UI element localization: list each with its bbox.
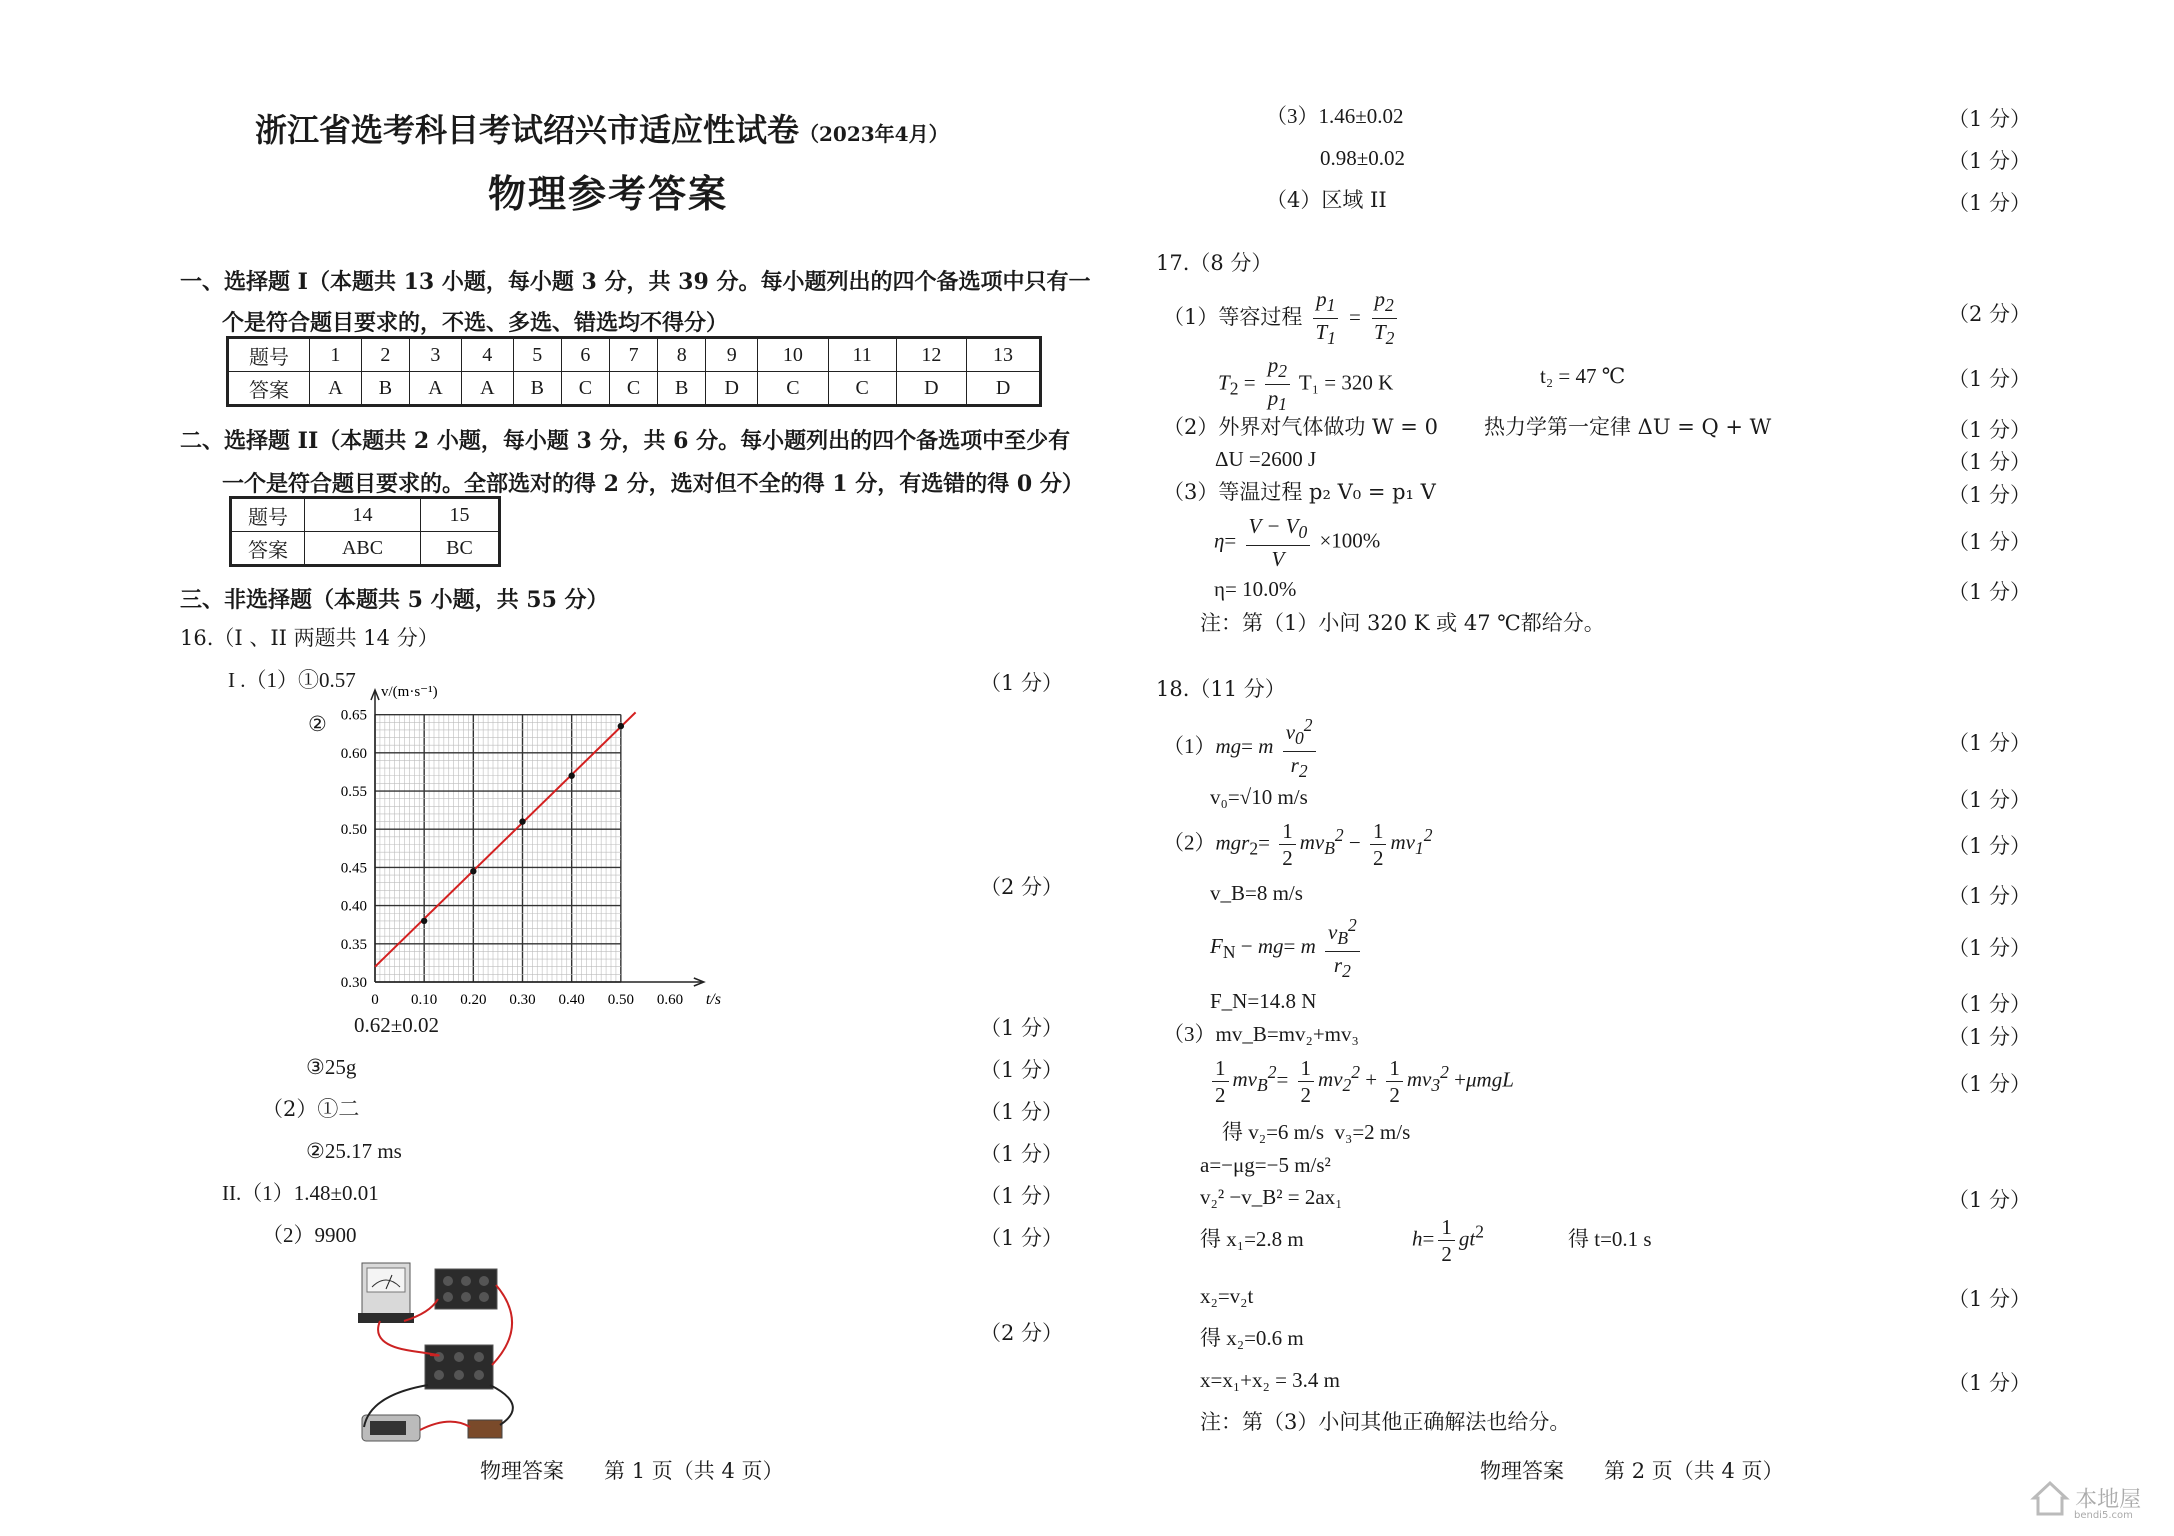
q16-line: II.（1）1.48±0.01	[222, 1181, 379, 1205]
q16-line: （2）①二	[262, 1097, 360, 1121]
question-number: 14	[305, 498, 421, 532]
table-label: 题号	[231, 498, 305, 532]
score: （2 分）	[980, 875, 1064, 899]
answer-cell: C	[758, 372, 828, 406]
q17-line: （1）等容过程 $\frac{p_1}{T_1}$ = $\frac{p_2}{T_2}$	[1163, 286, 1401, 351]
answer-cell: B	[513, 372, 561, 406]
score: （1 分）	[980, 1184, 1064, 1208]
answer-cell: A	[461, 372, 513, 406]
page2-footer: 物理答案 第 2 页（共 4 页）	[1480, 1459, 1784, 1483]
resistance-box-icon	[425, 1345, 493, 1389]
score: （1 分）	[1948, 1188, 2032, 1212]
q16-cont-line: 0.98±0.02	[1320, 146, 1406, 170]
answer-cell: BC	[421, 532, 500, 566]
question-number: 7	[610, 338, 658, 372]
y-tick-label: 0.45	[340, 860, 367, 877]
answer-cell: A	[410, 372, 462, 406]
score: （1 分）	[980, 1226, 1064, 1250]
watermark: 本地屋 bendi5.com	[2030, 1478, 2141, 1521]
section1-heading: 一、选择题 I（本题共 13 小题，每小题 3 分，共 39 分。每小题列出的四个备选项中只有一	[180, 269, 1091, 295]
answer-cell: B	[658, 372, 706, 406]
answer-table-1	[226, 336, 1042, 407]
question-number: 13	[967, 338, 1041, 372]
question-number: 12	[896, 338, 966, 372]
question-number: 4	[461, 338, 513, 372]
q18-line: a=−μg=−5 m/s²	[1200, 1153, 1331, 1177]
data-point	[519, 818, 525, 824]
q17-line: η= $\frac{V - V_0}{V}$ ×100%	[1214, 514, 1381, 572]
y-tick-label: 0.55	[340, 784, 367, 801]
q16-line: ③25g	[306, 1055, 357, 1079]
q18-note: 注：第（3）小问其他正确解法也给分。	[1200, 1410, 1571, 1434]
q18-line: 得 x₁=2.8 m	[1200, 1227, 1304, 1251]
q16-line: I .（1）①0.57	[228, 668, 356, 692]
q17-line: t₂ = 47 ℃	[1540, 364, 1626, 388]
x-tick-label: 0.20	[460, 992, 487, 1008]
q16-line: ②25.17 ms	[306, 1139, 402, 1163]
answer-cell: D	[896, 372, 966, 406]
table-label: 答案	[231, 532, 305, 566]
table-label: 答案	[228, 372, 310, 406]
q18-line: 得 x₂=0.6 m	[1200, 1326, 1304, 1350]
q18-line: （2）mgr$_2$= $\frac{1}{2}$ $mv_B^2$ − $\frac{1}{2}$ $mv_1^2$	[1163, 819, 1433, 870]
q18-line: $F_N - mg= m$ $\frac{v_B^2}{r_2}$	[1210, 912, 1364, 984]
x-tick-label: 0.40	[558, 992, 585, 1008]
question-number: 10	[758, 338, 828, 372]
question-number: 6	[561, 338, 609, 372]
table-label: 题号	[228, 338, 310, 372]
score: （2 分）	[980, 1321, 1064, 1345]
q16-cont-line: （4）区域 II	[1266, 188, 1387, 212]
q17-line: （2）外界对气体做功 W = 0	[1163, 415, 1438, 439]
score: （1 分）	[1948, 107, 2032, 131]
velocity-time-chart	[300, 682, 740, 1012]
q18-line: x₂=v₂t	[1200, 1284, 1254, 1308]
answer-cell: C	[610, 372, 658, 406]
circuit-diagram	[340, 1255, 550, 1455]
y-tick-label: 0.60	[340, 745, 367, 762]
y-tick-label: 0.35	[340, 936, 367, 953]
q17-line: 热力学第一定律 ΔU = Q + W	[1484, 415, 1772, 439]
y-tick-label: 0.40	[340, 898, 367, 915]
q17-line: η= 10.0%	[1214, 577, 1297, 601]
q18-line: x=x₁+x₂ = 3.4 m	[1200, 1368, 1341, 1392]
answer-cell: ABC	[305, 532, 421, 566]
question-number: 11	[828, 338, 896, 372]
x-tick-label: 0	[371, 992, 379, 1008]
data-point	[618, 723, 624, 729]
q17-line: （3）等温过程 p₂ V₀ = p₁ V	[1163, 480, 1436, 504]
switch-icon	[468, 1420, 502, 1438]
question-number: 1	[310, 338, 362, 372]
score: （2 分）	[1948, 302, 2032, 326]
score: （1 分）	[1948, 1371, 2032, 1395]
question-number: 8	[658, 338, 706, 372]
section1-heading-cont: 个是符合题目要求的，不选、多选、错选均不得分）	[222, 310, 729, 336]
question-number: 9	[706, 338, 758, 372]
score: （1 分）	[1948, 788, 2032, 812]
q16-heading: 16.（I 、II 两题共 14 分）	[180, 626, 439, 650]
score: （1 分）	[980, 1058, 1064, 1082]
score: （1 分）	[1948, 450, 2032, 474]
score: （1 分）	[1948, 367, 2032, 391]
answer-cell: D	[967, 372, 1041, 406]
score: （1 分）	[1948, 1025, 2032, 1049]
data-point	[568, 773, 574, 779]
q16-line: （2）9900	[262, 1223, 357, 1247]
data-point	[421, 918, 427, 924]
q18-line: v₀=√10 m/s	[1210, 785, 1308, 809]
q18-line: （1）mg= m $\frac{v_0^2}{r_2}$	[1163, 712, 1320, 784]
score: （1 分）	[1948, 936, 2032, 960]
q18-line: $\frac{1}{2}$ $mv_B^2=$ $\frac{1}{2}$ $mv_2^2$ + $\frac{1}{2}$ $mv_3^2 +\mu mgL$	[1208, 1055, 1514, 1108]
answer-cell: D	[706, 372, 758, 406]
q18-line: F_N=14.8 N	[1210, 989, 1317, 1013]
score: （1 分）	[1948, 1072, 2032, 1096]
answer-cell: A	[310, 372, 362, 406]
score: （1 分）	[1948, 149, 2032, 173]
x-tick-label: 0.30	[509, 992, 536, 1008]
q16-cont-line: （3）1.46±0.02	[1266, 104, 1404, 128]
y-tick-label: 0.30	[340, 975, 367, 991]
y-axis-label: v/(m·s⁻¹)	[381, 684, 438, 700]
q17-line: ΔU =2600 J	[1215, 447, 1317, 471]
resistance-box-icon	[435, 1269, 497, 1309]
x-tick-label: 0.60	[656, 992, 684, 1008]
score: （1 分）	[980, 1100, 1064, 1124]
house-logo-icon	[2030, 1478, 2070, 1518]
score: （1 分）	[1948, 992, 2032, 1016]
q18-line: v₂² −v_B² = 2ax₁	[1200, 1185, 1343, 1209]
y-tick-label: 0.50	[340, 822, 367, 839]
q18-heading: 18.（11 分）	[1156, 677, 1286, 701]
answer-cell: C	[561, 372, 609, 406]
question-number: 2	[361, 338, 409, 372]
section3-heading: 三、非选择题（本题共 5 小题，共 55 分）	[180, 587, 609, 613]
page-subtitle: 物理参考答案	[488, 171, 729, 216]
score: （1 分）	[1948, 580, 2032, 604]
section2-heading-cont: 一个是符合题目要求的。全部选对的得 2 分，选对但不全的得 1 分，有选错的得 0 分）	[222, 471, 1084, 497]
score: （1 分）	[1948, 731, 2032, 755]
score: （1 分）	[980, 671, 1064, 695]
x-tick-label: 0.10	[411, 992, 438, 1008]
score: （1 分）	[1948, 884, 2032, 908]
score: （1 分）	[1948, 1287, 2032, 1311]
x-tick-label: 0.50	[607, 992, 634, 1008]
answer-cell: C	[828, 372, 896, 406]
answer-cell: B	[361, 372, 409, 406]
score: （1 分）	[1948, 530, 2032, 554]
q18-line: 得 t=0.1 s	[1568, 1227, 1652, 1251]
y-tick-label: 0.65	[340, 707, 367, 724]
q18-line: h= $\frac{1}{2}$ $gt^2$	[1412, 1215, 1484, 1266]
q18-line: 得 v₂=6 m/s v₃=2 m/s	[1222, 1120, 1411, 1144]
question-number: 3	[410, 338, 462, 372]
q16-line: 0.62±0.02	[354, 1013, 440, 1037]
score: （1 分）	[1948, 483, 2032, 507]
q16-line: ②	[308, 712, 327, 736]
score: （1 分）	[1948, 191, 2032, 215]
question-number: 5	[513, 338, 561, 372]
score: （1 分）	[1948, 834, 2032, 858]
score: （1 分）	[980, 1016, 1064, 1040]
question-number: 15	[421, 498, 500, 532]
q17-note: 注：第（1）小问 320 K 或 47 ℃都给分。	[1200, 611, 1605, 635]
score: （1 分）	[1948, 418, 2032, 442]
score: （1 分）	[980, 1142, 1064, 1166]
page-title: 浙江省选考科目考试绍兴市适应性试卷（2023年4月）	[255, 111, 949, 149]
q17-line: $T_2$ = $\frac{p_2}{p_1}$ T₁ = 320 K	[1218, 353, 1394, 415]
page1-footer: 物理答案 第 1 页（共 4 页）	[480, 1459, 784, 1483]
q18-line: （3）mv_B=mv₂+mv₃	[1163, 1022, 1359, 1046]
q17-heading: 17.（8 分）	[1156, 251, 1273, 275]
answer-table-2	[229, 496, 501, 567]
q18-line: v_B=8 m/s	[1210, 881, 1303, 905]
data-point	[470, 868, 476, 874]
section2-heading: 二、选择题 II（本题共 2 小题，每小题 3 分，共 6 分。每小题列出的四个备选项中至少有	[180, 428, 1071, 454]
x-axis-label: t/s	[705, 991, 721, 1008]
